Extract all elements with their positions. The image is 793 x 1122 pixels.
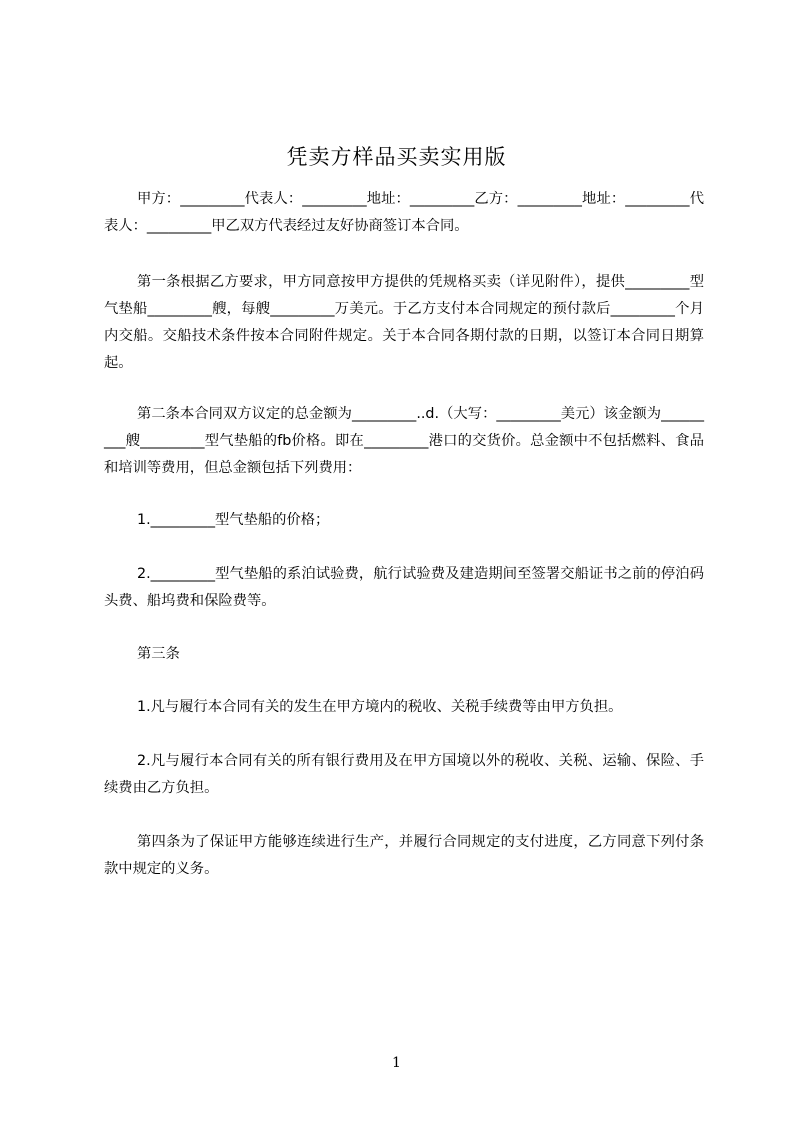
- article-2-item-1: 1._________型气垫船的价格；: [137, 512, 330, 528]
- article-2-item-2: 2._________型气垫船的系泊试验费，航行试验费及建造期间至签署交船证书之前的停泊码头费、船坞费和保险费等。: [104, 566, 704, 609]
- page-number: 1: [392, 1055, 401, 1071]
- article-3-item-2: 2.凡与履行本合同有关的所有银行费用及在甲方国境以外的税收、关税、运输、保险、手续费由乙方负担。: [104, 753, 704, 796]
- parties-paragraph: 甲方：_________代表人：_________地址：_________乙方：_________地址：_________代表人：_________甲乙双方代表经过友好协商签订本合同。: [104, 191, 704, 234]
- document-title: 凭卖方样品买卖实用版: [286, 145, 507, 169]
- article-3-heading: 第三条: [137, 646, 180, 662]
- article-2-paragraph: 第二条本合同双方议定的总金额为_________..d.（大写：_________美元）该金额为_________艘_________型气垫船的fb价格。即在_________港口的交货价。总金额中不包括燃料、食品和培训等费用，但总金额包括下列费用：: [104, 406, 704, 476]
- article-4-paragraph: 第四条为了保证甲方能够连续进行生产，并履行合同规定的支付进度，乙方同意下列付条款中规定的义务。: [104, 834, 704, 877]
- article-1-paragraph: 第一条根据乙方要求，甲方同意按甲方提供的凭规格买卖（详见附件），提供_________型气垫船_________艘，每艘_________万美元。于乙方支付本合同规定的预付款后_________个月内交船。交船技术条件按本合同附件规定。关于本合同各期付款的日期，以签订本合同日期算起。: [104, 274, 704, 371]
- article-3-item-1: 1.凡与履行本合同有关的发生在甲方境内的税收、关税手续费等由甲方负担。: [137, 699, 623, 715]
